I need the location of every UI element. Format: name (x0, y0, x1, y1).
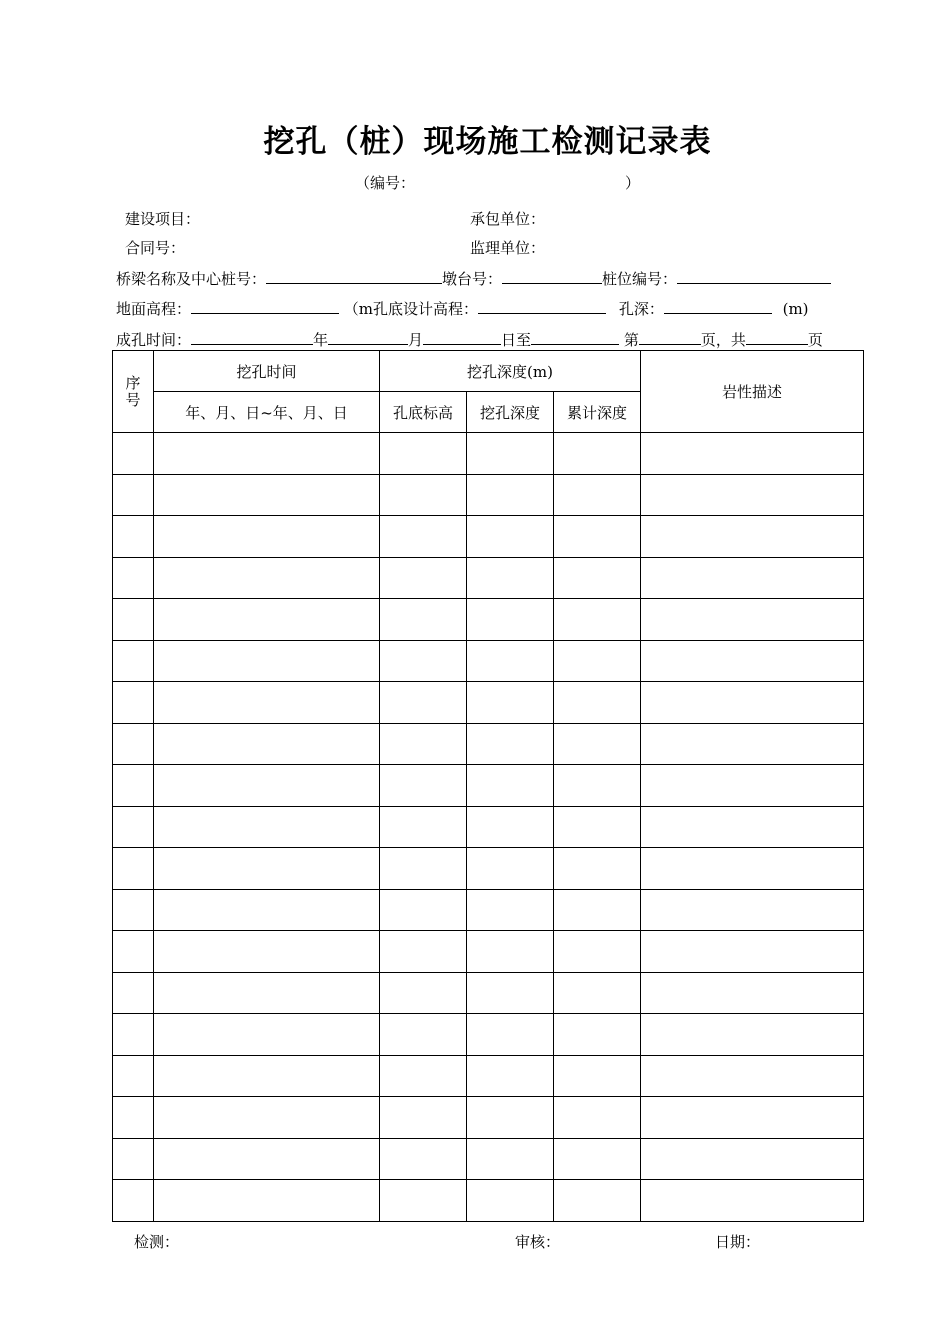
table-cell[interactable] (154, 848, 380, 890)
table-cell[interactable] (554, 599, 641, 641)
table-cell[interactable] (380, 682, 467, 724)
table-cell[interactable] (154, 640, 380, 682)
table-cell[interactable] (154, 765, 380, 807)
table-cell[interactable] (154, 599, 380, 641)
page-no-label: 第 (623, 331, 639, 349)
table-cell[interactable] (467, 806, 554, 848)
table-cell[interactable] (113, 889, 154, 931)
table-row (113, 599, 864, 641)
day-field[interactable] (423, 329, 501, 345)
table-row (113, 931, 864, 973)
table-cell[interactable] (554, 848, 641, 890)
table-cell[interactable] (467, 682, 554, 724)
table-cell[interactable] (380, 433, 467, 475)
page-title: 挖孔（桩）现场施工检测记录表 (263, 124, 712, 160)
page-no-field[interactable] (639, 329, 701, 345)
table-cell[interactable] (113, 433, 154, 475)
table-cell[interactable] (154, 1014, 380, 1056)
table-cell[interactable] (380, 931, 467, 973)
table-cell[interactable] (154, 557, 380, 599)
table-cell[interactable] (641, 557, 864, 599)
table-cell[interactable] (467, 972, 554, 1014)
table-row (113, 723, 864, 765)
table-cell[interactable] (467, 599, 554, 641)
table-row (113, 806, 864, 848)
table-cell[interactable] (641, 848, 864, 890)
table-cell[interactable] (554, 516, 641, 558)
table-cell[interactable] (113, 640, 154, 682)
table-cell[interactable] (154, 516, 380, 558)
depth-field[interactable] (664, 298, 772, 314)
table-cell[interactable] (380, 1180, 467, 1222)
table-cell[interactable] (554, 433, 641, 475)
table-cell[interactable] (154, 972, 380, 1014)
inspect-label: 检测： (134, 1233, 180, 1251)
table-cell[interactable] (380, 848, 467, 890)
table-cell[interactable] (380, 1097, 467, 1139)
table-cell[interactable] (641, 889, 864, 931)
table-cell[interactable] (641, 765, 864, 807)
design-label: （m孔底设计高程： (343, 300, 479, 318)
table-row (113, 889, 864, 931)
table-cell[interactable] (467, 931, 554, 973)
table-row (113, 682, 864, 724)
table-cell[interactable] (641, 1097, 864, 1139)
dig-time-header: 挖孔时间 (154, 351, 380, 392)
page-end-label: 页 (807, 331, 823, 349)
table-cell[interactable] (380, 640, 467, 682)
table-row (113, 557, 864, 599)
table-row (113, 640, 864, 682)
table-row (113, 516, 864, 558)
table-cell[interactable] (113, 1055, 154, 1097)
dig-depth-header: 挖孔深度(m) (380, 351, 641, 392)
depth-header: 挖孔深度 (467, 392, 554, 433)
table-cell[interactable] (554, 723, 641, 765)
table-cell[interactable] (380, 557, 467, 599)
table-cell[interactable] (641, 723, 864, 765)
table-cell[interactable] (641, 640, 864, 682)
table-cell[interactable] (641, 516, 864, 558)
year-field[interactable] (191, 329, 313, 345)
table-cell[interactable] (154, 723, 380, 765)
table-row (113, 765, 864, 807)
table-cell[interactable] (113, 1138, 154, 1180)
table-cell[interactable] (554, 474, 641, 516)
table-row (113, 1097, 864, 1139)
table-row (113, 1055, 864, 1097)
table-cell[interactable] (113, 557, 154, 599)
table-cell[interactable] (467, 723, 554, 765)
month-label: 月 (408, 331, 424, 349)
bridge-label: 桥梁名称及中心桩号： (116, 270, 267, 288)
table-cell[interactable] (467, 640, 554, 682)
table-cell[interactable] (380, 765, 467, 807)
table-cell[interactable] (154, 433, 380, 475)
table-cell[interactable] (641, 931, 864, 973)
table-cell[interactable] (641, 682, 864, 724)
table-cell[interactable] (554, 1097, 641, 1139)
table-cell[interactable] (554, 640, 641, 682)
table-cell[interactable] (154, 1138, 380, 1180)
contractor-label: 承包单位： (470, 210, 546, 228)
table-cell[interactable] (380, 1014, 467, 1056)
table-cell[interactable] (467, 433, 554, 475)
pile-no-field[interactable] (677, 268, 831, 284)
table-cell[interactable] (554, 1138, 641, 1180)
table-cell[interactable] (467, 474, 554, 516)
bottom-elev-header: 孔底标高 (380, 392, 467, 433)
table-cell[interactable] (154, 1180, 380, 1222)
table-row (113, 474, 864, 516)
table-cell[interactable] (113, 972, 154, 1014)
table-cell[interactable] (113, 599, 154, 641)
table-cell[interactable] (380, 806, 467, 848)
table-cell[interactable] (380, 516, 467, 558)
table-row (113, 1014, 864, 1056)
table-cell[interactable] (641, 1014, 864, 1056)
review-label: 审核： (515, 1233, 561, 1251)
table-cell[interactable] (467, 1097, 554, 1139)
table-cell[interactable] (113, 474, 154, 516)
table-cell[interactable] (467, 557, 554, 599)
depth-label: 孔深： (618, 300, 664, 318)
day-to-label: 日至 (501, 331, 532, 349)
table-cell[interactable] (467, 765, 554, 807)
time-label: 成孔时间： (116, 331, 192, 349)
table-cell[interactable] (154, 682, 380, 724)
table-cell[interactable] (380, 972, 467, 1014)
table-cell[interactable] (154, 474, 380, 516)
time-row (116, 329, 823, 350)
table-cell[interactable] (641, 972, 864, 1014)
table-cell[interactable] (641, 1055, 864, 1097)
supervisor-label: 监理单位： (470, 239, 546, 257)
table-cell[interactable] (113, 723, 154, 765)
elevation-row (116, 298, 809, 319)
table-cell[interactable] (641, 433, 864, 475)
table-row (113, 433, 864, 475)
table-cell[interactable] (380, 889, 467, 931)
table-cell[interactable] (554, 806, 641, 848)
table-cell[interactable] (380, 474, 467, 516)
ground-field[interactable] (191, 298, 339, 314)
table-cell[interactable] (154, 889, 380, 931)
year-label: 年 (313, 331, 329, 349)
table-cell[interactable] (380, 1138, 467, 1180)
table-cell[interactable] (154, 1055, 380, 1097)
cum-depth-header: 累计深度 (554, 392, 641, 433)
table-row (113, 1138, 864, 1180)
table-cell[interactable] (554, 931, 641, 973)
table-cell[interactable] (380, 1055, 467, 1097)
table-cell[interactable] (641, 1180, 864, 1222)
table-cell[interactable] (641, 806, 864, 848)
page-total-field[interactable] (746, 329, 808, 345)
table-row (113, 972, 864, 1014)
table-cell[interactable] (554, 682, 641, 724)
table-cell[interactable] (113, 1097, 154, 1139)
table-cell[interactable] (380, 723, 467, 765)
table-cell[interactable] (467, 1180, 554, 1222)
table-cell[interactable] (113, 516, 154, 558)
table-row (113, 1180, 864, 1222)
table-cell[interactable] (554, 1014, 641, 1056)
table-cell[interactable] (467, 889, 554, 931)
table-cell[interactable] (467, 1014, 554, 1056)
contract-no-label: 合同号： (125, 239, 186, 257)
table-cell[interactable] (467, 848, 554, 890)
table-cell[interactable] (554, 1180, 641, 1222)
rock-header: 岩性描述 (641, 351, 864, 433)
date-range-header: 年、月、日~年、月、日 (154, 392, 380, 433)
seq-header: 序号 (113, 351, 154, 433)
table-cell[interactable] (554, 1055, 641, 1097)
bridge-field[interactable] (266, 268, 442, 284)
project-label: 建设项目： (125, 210, 201, 228)
pier-field[interactable] (502, 268, 602, 284)
table-cell[interactable] (113, 806, 154, 848)
date-label: 日期： (715, 1233, 761, 1251)
table-cell[interactable] (113, 682, 154, 724)
ground-label: 地面高程： (116, 300, 192, 318)
table-cell[interactable] (554, 889, 641, 931)
table-row (113, 848, 864, 890)
table-cell[interactable] (154, 806, 380, 848)
table-cell[interactable] (154, 1097, 380, 1139)
bridge-row (116, 268, 831, 289)
table-cell[interactable] (554, 972, 641, 1014)
table-cell[interactable] (641, 474, 864, 516)
depth-unit: (m) (782, 300, 809, 318)
design-field[interactable] (478, 298, 606, 314)
table-cell[interactable] (554, 765, 641, 807)
table-cell[interactable] (467, 1138, 554, 1180)
table-cell[interactable] (154, 931, 380, 973)
page-of-label: 页，共 (700, 331, 746, 349)
table-cell[interactable] (113, 765, 154, 807)
table-cell[interactable] (113, 848, 154, 890)
end-field[interactable] (531, 329, 619, 345)
table-cell[interactable] (113, 931, 154, 973)
table-cell[interactable] (113, 1180, 154, 1222)
table-cell[interactable] (113, 1014, 154, 1056)
table-cell[interactable] (641, 1138, 864, 1180)
form-number-open: （编号： (355, 174, 416, 192)
table-cell[interactable] (380, 599, 467, 641)
record-table (112, 350, 864, 1222)
form-number-close: ） (625, 174, 641, 192)
table-cell[interactable] (467, 1055, 554, 1097)
table-cell[interactable] (467, 516, 554, 558)
pier-label: 墩台号： (442, 270, 503, 288)
table-cell[interactable] (641, 599, 864, 641)
pile-no-label: 桩位编号： (602, 270, 678, 288)
month-field[interactable] (328, 329, 408, 345)
table-cell[interactable] (554, 557, 641, 599)
